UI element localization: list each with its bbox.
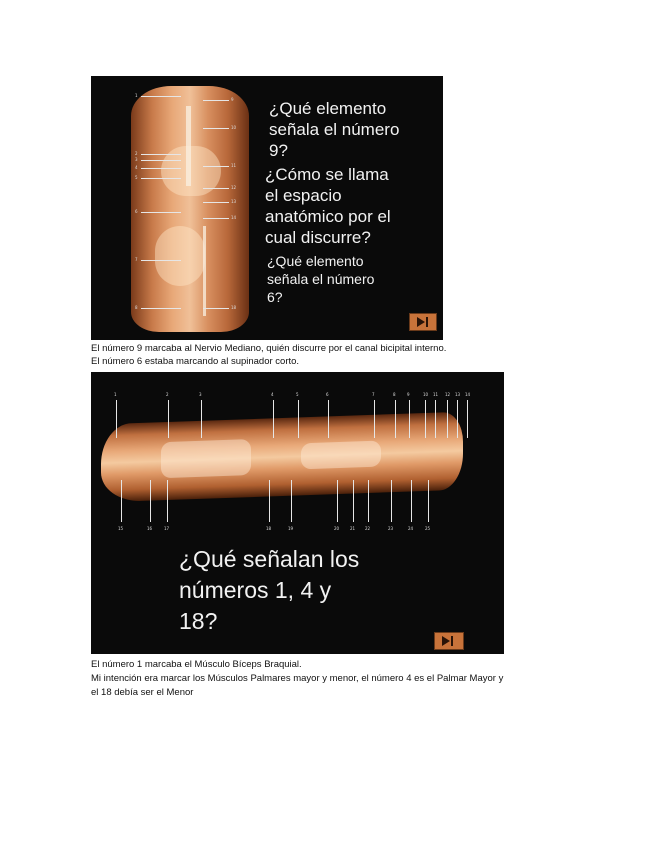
play-icon xyxy=(417,317,425,327)
leader-line xyxy=(353,480,354,522)
leader-line xyxy=(447,400,448,438)
leader-line xyxy=(141,308,181,309)
leader-line xyxy=(298,400,299,438)
leader-line xyxy=(457,400,458,438)
caption-intention-continued: el 18 debía ser el Menor xyxy=(91,687,194,698)
marker-number: 13 xyxy=(455,392,461,397)
question-line: ¿Qué elemento xyxy=(267,253,364,269)
marker-number: 6 xyxy=(326,392,329,397)
play-next-button[interactable] xyxy=(434,632,464,650)
leader-line xyxy=(374,400,375,438)
marker-number: 23 xyxy=(388,526,394,531)
marker-number: 4 xyxy=(271,392,274,397)
question-line: ¿Qué señalan los xyxy=(179,546,360,572)
marker-number: 1 xyxy=(114,392,117,397)
marker-number: 2 xyxy=(135,151,138,156)
marker-number: 24 xyxy=(408,526,414,531)
marker-number: 10 xyxy=(231,125,237,130)
anatomy-slide-1 xyxy=(91,76,443,340)
marker-number: 8 xyxy=(135,305,138,310)
leader-line xyxy=(425,400,426,438)
leader-line xyxy=(291,480,292,522)
leader-line xyxy=(116,400,117,438)
marker-number: 2 xyxy=(166,392,169,397)
marker-number: 12 xyxy=(231,185,237,190)
leader-line xyxy=(141,96,181,97)
marker-number: 19 xyxy=(288,526,294,531)
marker-number: 9 xyxy=(407,392,410,397)
caption-answer-9: El número 9 marcaba al Nervio Mediano, quién discurre por el canal bicipital interno. xyxy=(91,343,447,354)
marker-number: 7 xyxy=(135,257,138,262)
skip-bar-icon xyxy=(426,317,428,327)
leader-line xyxy=(328,400,329,438)
marker-number: 14 xyxy=(465,392,471,397)
leader-line xyxy=(141,178,181,179)
leader-line xyxy=(203,202,229,203)
leader-line xyxy=(368,480,369,522)
elbow-specimen-image xyxy=(131,86,249,332)
question-line: 9? xyxy=(269,141,288,160)
marker-number: 18 xyxy=(266,526,272,531)
leader-line xyxy=(435,400,436,438)
leader-line xyxy=(428,480,429,522)
marker-number: 12 xyxy=(445,392,451,397)
marker-number: 5 xyxy=(135,175,138,180)
marker-number: 1 xyxy=(135,93,138,98)
marker-number: 22 xyxy=(365,526,371,531)
leader-line xyxy=(203,166,229,167)
anatomy-slide-2 xyxy=(91,372,504,654)
caption-answer-1: El número 1 marcaba el Músculo Bíceps Braquial. xyxy=(91,659,302,670)
leader-line xyxy=(141,260,181,261)
marker-number: 18 xyxy=(231,305,237,310)
marker-number: 11 xyxy=(433,392,439,397)
marker-number: 10 xyxy=(423,392,429,397)
leader-line xyxy=(150,480,151,522)
play-icon xyxy=(442,636,450,646)
question-line: anatómico por el xyxy=(265,207,391,226)
marker-number: 21 xyxy=(350,526,356,531)
marker-number: 8 xyxy=(393,392,396,397)
leader-line xyxy=(201,400,202,438)
marker-number: 7 xyxy=(372,392,375,397)
question-line: ¿Qué elemento xyxy=(269,99,387,118)
question-element-6 xyxy=(267,252,374,306)
question-line: señala el número xyxy=(269,120,400,139)
marker-number: 25 xyxy=(425,526,431,531)
question-numbers-1-4-18 xyxy=(179,544,359,637)
caption-answer-6: El número 6 estaba marcando al supinador corto. xyxy=(91,356,300,367)
leader-line xyxy=(203,218,229,219)
marker-number: 14 xyxy=(231,215,237,220)
marker-number: 13 xyxy=(231,199,237,204)
marker-number: 6 xyxy=(135,209,138,214)
leader-line xyxy=(141,168,181,169)
leader-line xyxy=(409,400,410,438)
leader-line xyxy=(391,480,392,522)
question-line: señala el número xyxy=(267,271,375,287)
leader-line xyxy=(203,188,229,189)
caption-intention: Mi intención era marcar los Músculos Palmares mayor y menor, el número 4 es el Palmar Mayor y xyxy=(91,673,504,684)
leader-line xyxy=(467,400,468,438)
question-line: números 1, 4 y xyxy=(179,577,332,603)
question-line: el espacio xyxy=(265,186,342,205)
leader-line xyxy=(167,480,168,522)
marker-number: 16 xyxy=(147,526,153,531)
leader-line xyxy=(395,400,396,438)
leader-line xyxy=(203,128,229,129)
leader-line xyxy=(337,480,338,522)
question-line: ¿Cómo se llama xyxy=(265,165,389,184)
question-anatomic-space xyxy=(265,164,391,248)
marker-number: 3 xyxy=(199,392,202,397)
skip-bar-icon xyxy=(451,636,453,646)
leader-line xyxy=(203,100,229,101)
marker-number: 17 xyxy=(164,526,170,531)
marker-number: 20 xyxy=(334,526,340,531)
leader-line xyxy=(141,154,181,155)
marker-number: 5 xyxy=(296,392,299,397)
question-line: 6? xyxy=(267,289,283,305)
leader-line xyxy=(121,480,122,522)
leader-line xyxy=(203,308,229,309)
marker-number: 11 xyxy=(231,163,237,168)
leader-line xyxy=(269,480,270,522)
leader-line xyxy=(273,400,274,438)
play-next-button[interactable] xyxy=(409,313,437,331)
marker-number: 3 xyxy=(135,157,138,162)
leader-line xyxy=(141,160,181,161)
question-line: cual discurre? xyxy=(265,228,371,247)
marker-number: 4 xyxy=(135,165,138,170)
leader-line xyxy=(168,400,169,438)
marker-number: 15 xyxy=(118,526,124,531)
leader-line xyxy=(141,212,181,213)
question-element-9 xyxy=(269,98,399,161)
question-line: 18? xyxy=(179,608,218,634)
leader-line xyxy=(411,480,412,522)
marker-number: 9 xyxy=(231,97,234,102)
